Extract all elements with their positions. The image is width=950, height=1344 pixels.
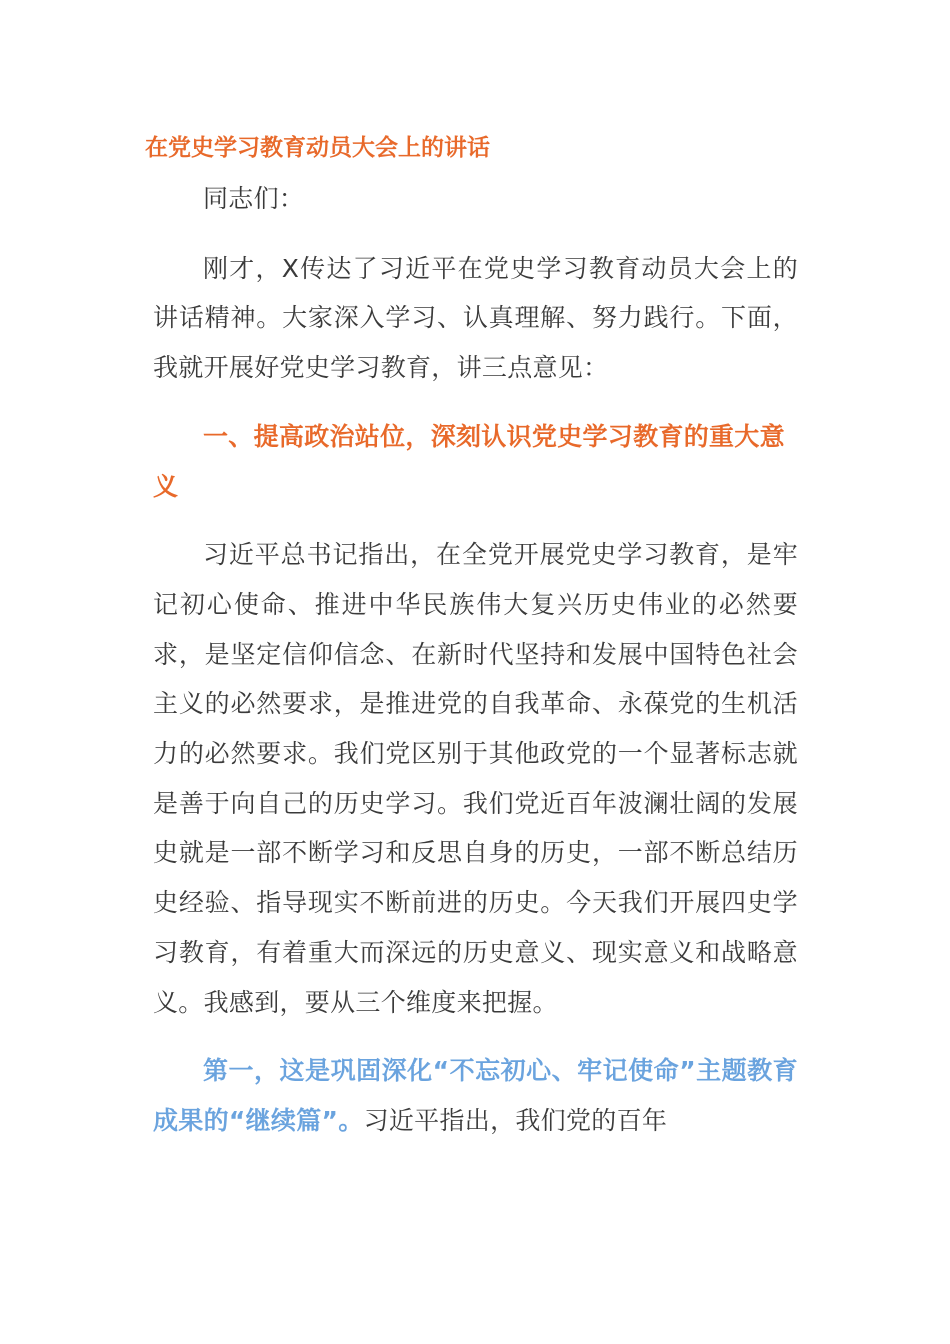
point-1-paragraph	[153, 1046, 798, 1145]
point-1-heading: 第一，这是巩固深化“不忘初心、牢记使命”主题教育成果的“继续篇”。	[153, 1056, 798, 1135]
intro-paragraph: 刚才，X传达了习近平在党史学习教育动员大会上的讲话精神。大家深入学习、认真理解、努力践行。下面，我就开展好党史学习教育，讲三点意见：	[153, 253, 798, 383]
point-1-text: 习近平指出，我们党的百年	[363, 1105, 668, 1135]
section-1-heading: 一、提高政治站位，深刻认识党史学习教育的重大意义	[153, 421, 785, 501]
document-page	[145, 128, 798, 1146]
greeting: 同志们：	[203, 184, 305, 213]
document-title: 在党史学习教育动员大会上的讲话	[145, 135, 490, 161]
section-1-body: 习近平总书记指出，在全党开展党史学习教育，是牢记初心使命、推进中华民族伟大复兴历史伟业的必然要求，是坚定信仰信念、在新时代坚持和发展中国特色社会主义的必然要求，是推进党的自我革命、永葆党的生机活力的必然要求。我们党区别于其他政党的一个显著标志就是善于向自己的历史学习。我们党近百年波澜壮阔的发展史就是一部不断学习和反思自身的历史，一部不断总结历史经验、指导现实不断前进的历史。今天我们开展四史学习教育，有着重大而深远的历史意义、现实意义和战略意义。我感到，要从三个维度来把握。	[153, 540, 798, 1017]
